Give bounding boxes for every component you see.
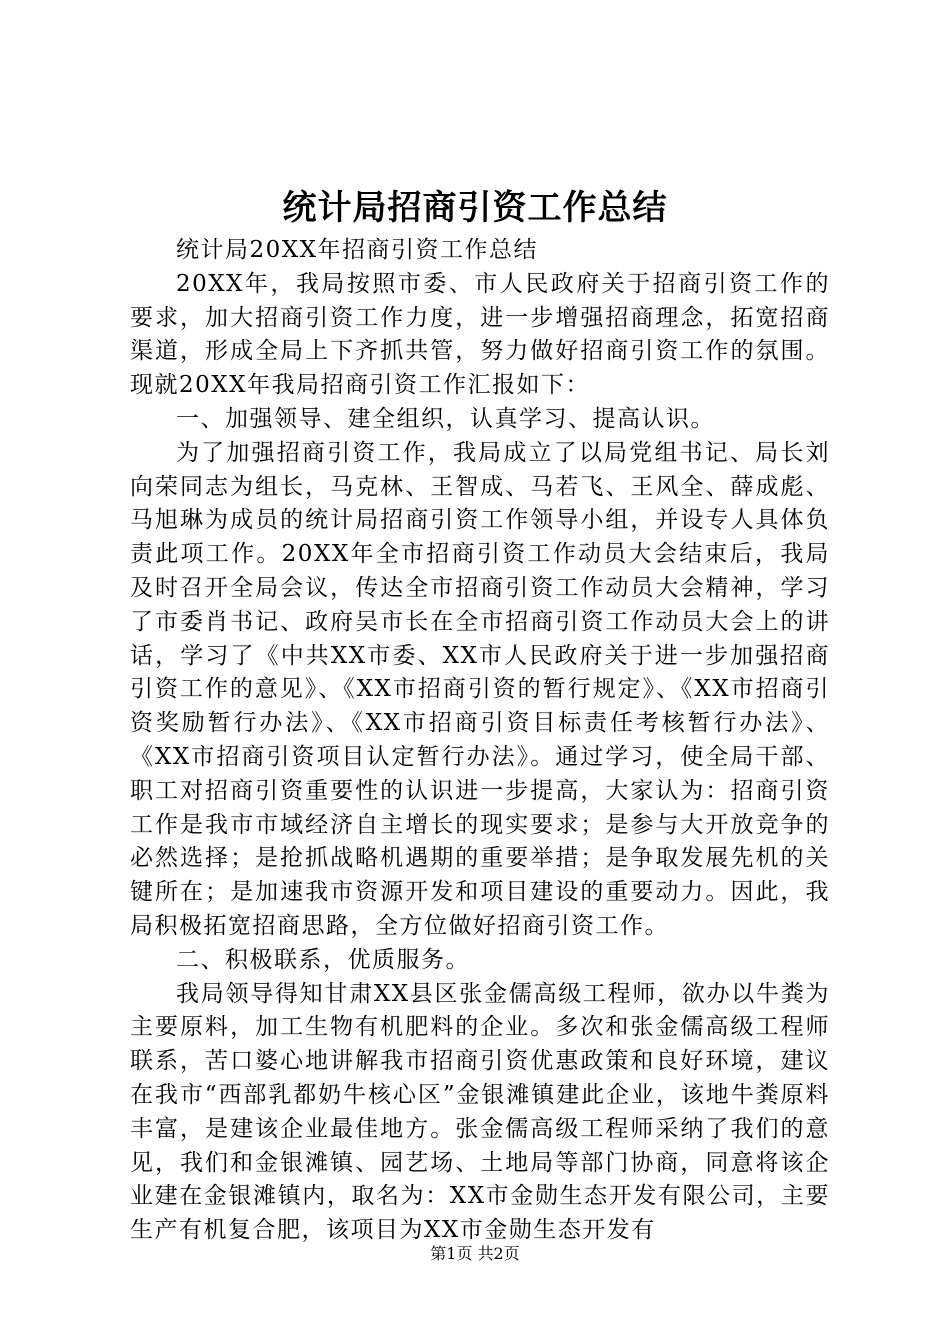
paragraph-section-1: 为了加强招商引资工作，我局成立了以局党组书记、局长刘向荣同志为组长，马克林、王智成、马若飞、王风全、薛成彪、马旭琳为成员的统计局招商引资工作领导小组，并设专人具体负责此项工作。20XX年全市招商引资工作动员大会结束后，我局及时召开全局会议，传达全市招商引资工作动员大会精神，学习了市委肖书记、政府吴市长在全市招商引资工作动员大会上的讲话，学习了《中共XX市委、XX市人民政府关于进一步加强招商引资工作的意见》、《XX市招商引资的暂行规定》、《XX市招商引资奖励暂行办法》、《XX市招商引资目标责任考核暂行办法》、《XX市招商引资项目认定暂行办法》。通过学习，使全局干部、职工对招商引资重要性的认识进一步提高，大家认为：招商引资工作是我市市域经济自主增长的现实要求；是参与大开放竞争的必然选择；是抢抓战略机遇期的重要举措；是争取发展先机的关键所在；是加速我市资源开发和项目建设的重要动力。因此，我局积极拓宽招商思路，全方位做好招商引资工作。	[130, 439, 830, 939]
paragraph-section-2: 我局领导得知甘肃XX县区张金儒高级工程师，欲办以牛粪为主要原料，加工生物有机肥料的企业。多次和张金儒高级工程师联系，苦口婆心地讲解我市招商引资优惠政策和良好环境，建议在我市“西部乳都奶牛核心区”金银滩镇建此企业，该地牛粪原料丰富，是建该企业最佳地方。张金儒高级工程师采纳了我们的意见，我们和金银滩镇、园艺场、土地局等部门协商，同意将该企业建在金银滩镇内，取名为：XX市金勋生态开发有限公司，主要生产有机复合肥，该项目为XX市金勋生态开发有	[130, 980, 830, 1244]
document-body	[130, 234, 830, 1248]
page-number-footer: 第1页 共2页	[430, 1244, 520, 1263]
section-heading-1: 一、加强领导、建全组织，认真学习、提高认识。	[176, 405, 715, 432]
paragraph-intro: 20XX年，我局按照市委、市人民政府关于招商引资工作的要求，加大招商引资工作力度，进一步增强招商理念，拓宽招商渠道，形成全局上下齐抓共管，努力做好招商引资工作的氛围。现就20XX年我局招商引资工作汇报如下：	[130, 270, 830, 399]
paragraph-subtitle: 统计局20XX年招商引资工作总结	[176, 237, 539, 263]
document-title: 统计局招商引资工作总结	[282, 188, 668, 228]
section-heading-2: 二、积极联系，优质服务。	[176, 946, 470, 973]
